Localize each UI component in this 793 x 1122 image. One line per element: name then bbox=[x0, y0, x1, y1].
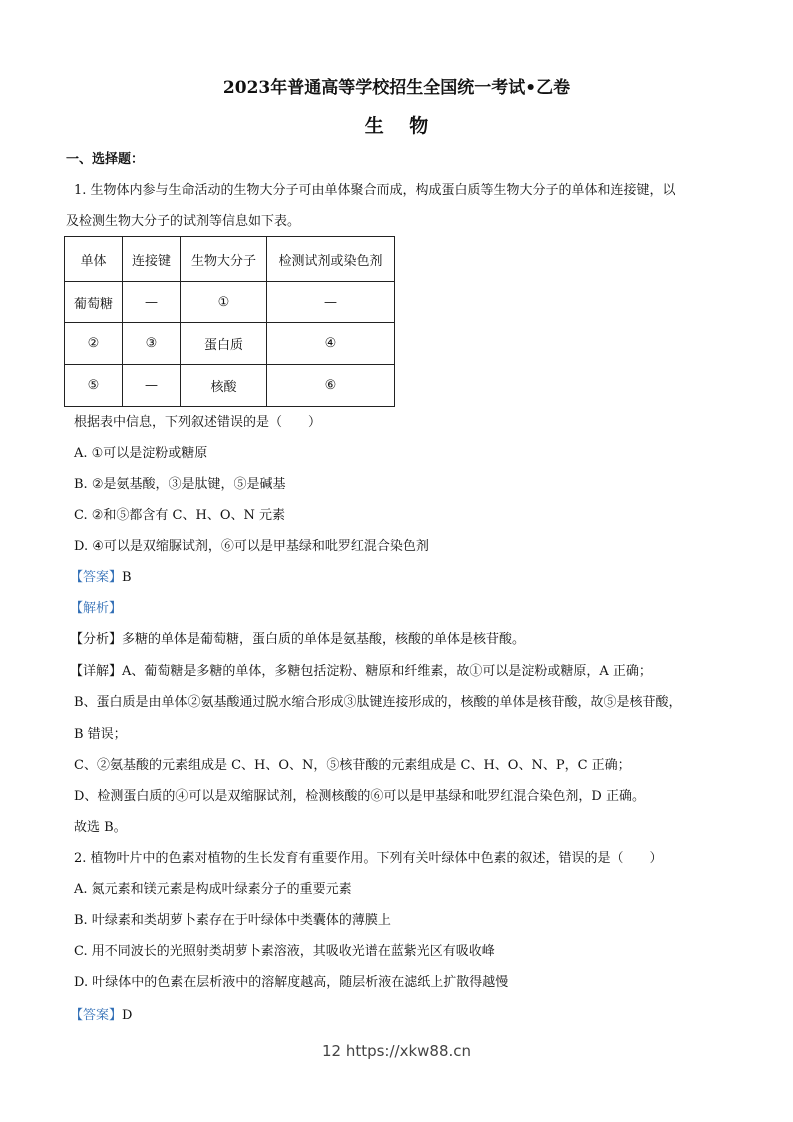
q1-question: 根据表中信息，下列叙述错误的是（ ） bbox=[74, 415, 322, 430]
table-cell: — bbox=[267, 282, 395, 323]
table-header: 单体 bbox=[65, 237, 123, 282]
q1-option-c: C. ②和⑤都含有 C、H、O、N 元素 bbox=[74, 508, 285, 523]
answer-value: D bbox=[122, 1008, 133, 1023]
fenxi-text: 多糖的单体是葡萄糖，蛋白质的单体是氨基酸，核酸的单体是核苷酸。 bbox=[122, 632, 526, 647]
page-footer: 12 https://xkw88.cn bbox=[321, 1042, 472, 1060]
section-heading: 一、选择题： bbox=[66, 152, 145, 167]
answer-label: 【答案】 bbox=[70, 1008, 123, 1023]
table-cell: 蛋白质 bbox=[181, 323, 267, 365]
q1-answer bbox=[70, 569, 132, 587]
q1-option-d: D. ④可以是双缩脲试剂，⑥可以是甲基绿和吡罗红混合染色剂 bbox=[74, 539, 429, 554]
table-header: 检测试剂或染色剂 bbox=[267, 237, 395, 282]
detail-line: B 错误； bbox=[74, 727, 127, 742]
answer-value: B bbox=[122, 570, 132, 585]
analysis-label: 【解析】 bbox=[70, 601, 123, 616]
table-cell: ② bbox=[65, 323, 123, 365]
table-cell: ⑥ bbox=[267, 365, 395, 407]
table-row bbox=[65, 365, 395, 407]
q2-option-a: A. 氮元素和镁元素是构成叶绿素分子的重要元素 bbox=[74, 882, 352, 897]
q1-stem-line1: 1. 生物体内参与生命活动的生物大分子可由单体聚合而成，构成蛋白质等生物大分子的单体和连接键，以 bbox=[74, 183, 676, 198]
q1-table bbox=[64, 236, 395, 407]
table-row bbox=[65, 282, 395, 323]
xiangjie-text: A、葡萄糖是多糖的单体，多糖包括淀粉、糖原和纤维素，故①可以是淀粉或糖原，A 正确； bbox=[122, 664, 652, 679]
detail-line: C、②氨基酸的元素组成是 C、H、O、N，⑤核苷酸的元素组成是 C、H、O、N、P，C 正确； bbox=[74, 758, 631, 773]
q2-stem: 2. 植物叶片中的色素对植物的生长发育有重要作用。下列有关叶绿体中色素的叙述，错误的是（ ） bbox=[74, 851, 663, 866]
exam-title: 2023年普通高等学校招生全国统一考试•乙卷 bbox=[222, 78, 571, 98]
q2-option-b: B. 叶绿素和类胡萝卜素存在于叶绿体中类囊体的薄膜上 bbox=[74, 913, 391, 928]
q1-option-b: B. ②是氨基酸，③是肽键，⑤是碱基 bbox=[74, 477, 286, 492]
table-cell: — bbox=[123, 282, 181, 323]
table-cell: ① bbox=[181, 282, 267, 323]
xiangjie-label: 【详解】 bbox=[70, 664, 123, 679]
table-cell: — bbox=[123, 365, 181, 407]
detail-line: 故选 B。 bbox=[74, 820, 127, 835]
q1-option-a: A. ①可以是淀粉或糖原 bbox=[74, 446, 208, 461]
detail-line: D、检测蛋白质的④可以是双缩脲试剂，检测核酸的⑥可以是甲基绿和吡罗红混合染色剂，D 正确。 bbox=[74, 789, 645, 804]
q2-answer bbox=[70, 1007, 132, 1025]
q2-option-c: C. 用不同波长的光照射类胡萝卜素溶液，其吸收光谱在蓝紫光区有吸收峰 bbox=[74, 944, 495, 959]
table-cell: ④ bbox=[267, 323, 395, 365]
fenxi-label: 【分析】 bbox=[70, 632, 123, 647]
q2-option-d: D. 叶绿体中的色素在层析液中的溶解度越高，随层析液在滤纸上扩散得越慢 bbox=[74, 975, 509, 990]
table-header: 生物大分子 bbox=[181, 237, 267, 282]
table-row bbox=[65, 323, 395, 365]
q1-fenxi bbox=[70, 631, 525, 649]
table-cell: ③ bbox=[123, 323, 181, 365]
q1-xiangjie bbox=[70, 663, 652, 681]
detail-line: B、蛋白质是由单体②氨基酸通过脱水缩合形成③肽键连接形成的，核酸的单体是核苷酸，故⑤是核苷酸， bbox=[74, 695, 682, 710]
table-cell: 核酸 bbox=[181, 365, 267, 407]
answer-label: 【答案】 bbox=[70, 570, 123, 585]
table-cell: 葡萄糖 bbox=[65, 282, 123, 323]
table-header: 连接键 bbox=[123, 237, 181, 282]
q1-stem-line2: 及检测生物大分子的试剂等信息如下表。 bbox=[66, 214, 301, 229]
subject-title: 生 物 bbox=[364, 115, 429, 137]
table-cell: ⑤ bbox=[65, 365, 123, 407]
